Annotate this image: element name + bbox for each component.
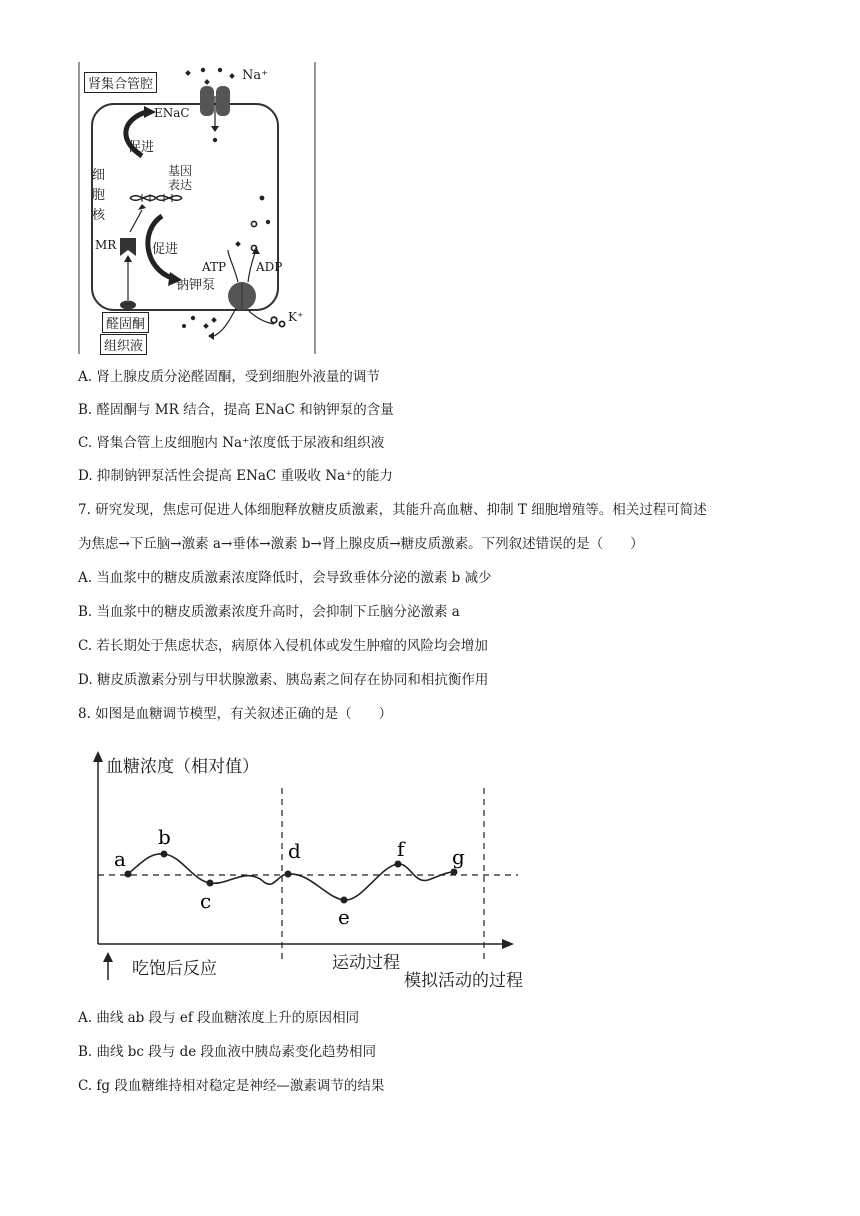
q7-stem-line2: 为焦虑→下丘脑→激素 a→垂体→激素 b→肾上腺皮质→糖皮质激素。下列叙述错误的是（ ） [78, 536, 644, 552]
x-axis-label: 模拟活动的过程 [404, 971, 523, 991]
point-f [395, 861, 402, 868]
svg-text:e: e [338, 905, 350, 929]
phase-label-exercise: 运动过程 [332, 953, 400, 973]
q6-option-c: C. 肾集合管上皮细胞内 Na⁺浓度低于尿液和组织液 [78, 435, 385, 451]
nucleus-label-3: 核 [92, 208, 106, 223]
svg-text:g: g [452, 845, 465, 869]
svg-text:d: d [288, 839, 301, 863]
y-axis-label: 血糖浓度（相对值） [106, 757, 259, 777]
q8-option-a: A. 曲线 ab 段与 ef 段血糖浓度上升的原因相同 [78, 1010, 360, 1026]
gene-expression-label-1: 基因 [168, 164, 193, 178]
point-g [451, 869, 458, 876]
q7-option-a: A. 当血浆中的糖皮质激素浓度降低时，会导致垂体分泌的激素 b 减少 [78, 570, 492, 586]
aldosterone-label: 醛固酮 [102, 312, 149, 333]
svg-text:a: a [114, 847, 126, 871]
q7-option-c: C. 若长期处于焦虑状态，病原体入侵机体或发生肿瘤的风险均会增加 [78, 638, 488, 654]
nucleus-label-1: 细 [92, 168, 106, 183]
q8-stem: 8. 如图是血糖调节模型，有关叙述正确的是（ ） [78, 706, 393, 722]
gene-expression-label-2: 表达 [168, 178, 193, 192]
q7-option-b: B. 当血浆中的糖皮质激素浓度升高时，会抑制下丘脑分泌激素 a [78, 604, 460, 620]
q6-option-b: B. 醛固酮与 MR 结合，提高 ENaC 和钠钾泵的含量 [78, 402, 394, 418]
q7-stem-line1: 7. 研究发现，焦虑可促进人体细胞释放糖皮质激素，其能升高血糖、抑制 T 细胞增殖等。相关过程可简述 [78, 502, 707, 518]
q8-option-c: C. fg 段血糖维持相对稳定是神经—激素调节的结果 [78, 1078, 385, 1094]
promote-label-bottom: 促进 [152, 242, 179, 257]
dna-icon [130, 194, 182, 202]
q6-option-a: A. 肾上腺皮质分泌醛固酮，受到细胞外液量的调节 [78, 369, 380, 385]
potassium-label: K⁺ [288, 310, 304, 324]
enac-label: ENaC [154, 106, 190, 120]
pump-label: 钠钾泵 [176, 278, 216, 293]
point-a [125, 871, 132, 878]
blood-glucose-chart [88, 748, 528, 998]
lumen-label: 肾集合管腔 [84, 72, 157, 93]
aldosterone-diagram [78, 62, 318, 358]
phase-label-fed: 吃饱后反应 [132, 959, 217, 979]
point-c [207, 880, 214, 887]
sodium-label: Na⁺ [242, 68, 268, 83]
q8-option-b: B. 曲线 bc 段与 de 段血液中胰岛素变化趋势相同 [78, 1044, 377, 1060]
tissue-fluid-label: 组织液 [100, 334, 147, 355]
nucleus-label-2: 胞 [92, 188, 106, 203]
point-d [285, 871, 292, 878]
mr-label: MR [95, 238, 117, 252]
adp-label: ADP [256, 260, 283, 274]
q7-option-d: D. 糖皮质激素分别与甲状腺激素、胰岛素之间存在协同和相抗衡作用 [78, 672, 489, 688]
svg-text:c: c [200, 889, 212, 913]
enac-channel-icon [200, 86, 230, 132]
svg-text:f: f [397, 837, 405, 861]
point-b [161, 851, 168, 858]
atp-label: ATP [202, 260, 227, 274]
point-e [341, 897, 348, 904]
q6-option-d: D. 抑制钠钾泵活性会提高 ENaC 重吸收 Na⁺的能力 [78, 468, 393, 484]
svg-text:b: b [158, 825, 171, 849]
mr-receptor-icon [120, 238, 136, 256]
promote-label-top: 促进 [128, 140, 155, 155]
aldosterone-molecule-icon [120, 301, 136, 310]
sodium-potassium-pump-icon [228, 282, 256, 310]
